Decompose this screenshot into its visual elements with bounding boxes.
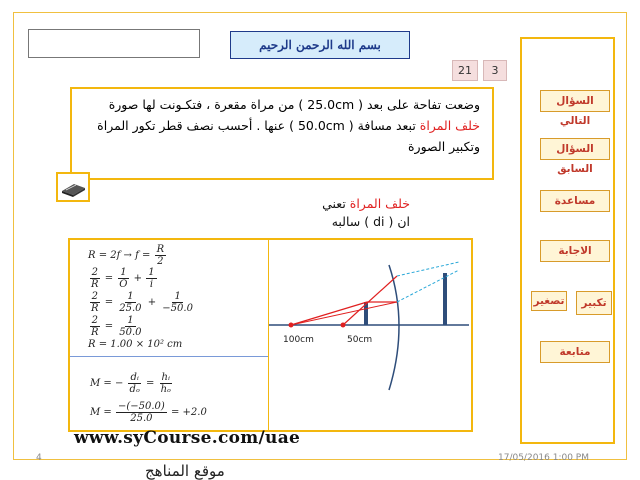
eq2-lnum: 2	[91, 267, 98, 278]
footer-url: www.syCourse.com/uae	[74, 428, 301, 448]
eq1-arrow: →	[123, 250, 132, 261]
next-question-button[interactable]: السؤال التالي	[540, 90, 610, 112]
hint-line-1	[300, 196, 410, 211]
footer-site-name: موقع المناهج	[145, 462, 225, 480]
equation-radius-focal	[88, 244, 167, 267]
previous-question-button[interactable]: السؤال السابق	[540, 138, 610, 160]
ray-diagram	[269, 240, 469, 428]
m2-den: 25.0	[130, 413, 153, 424]
m1-num: dᵢ	[130, 372, 139, 383]
m2-left: M =	[90, 407, 112, 418]
eq2-n2: 1	[148, 267, 155, 278]
eq3-d1: 25.0	[119, 303, 142, 314]
eq3-n1: 1	[127, 291, 134, 302]
eq1-left: R = 2f	[88, 250, 121, 261]
question-line-1: وضعت تفاحة على بعد ( 25.0cm ) من مراة مقعرة ، فتكـونت لها صورة	[108, 97, 480, 112]
basmala-banner: بسم الله الرحمن الرحيم	[230, 31, 410, 59]
center-point	[289, 323, 294, 328]
eq3-lnum: 2	[91, 291, 98, 302]
eq1-f: f =	[135, 250, 151, 261]
m1-den: dₒ	[129, 384, 140, 395]
eq1-num: R	[156, 244, 165, 255]
eq1-den: 2	[157, 256, 164, 267]
image-arrow	[443, 273, 447, 325]
label-100cm: 100cm	[283, 335, 314, 345]
ray-3	[291, 302, 397, 325]
eq3-d2: −50.0	[162, 303, 193, 314]
question-line-3: وتكبير الصورة	[408, 139, 480, 154]
ray-2	[343, 276, 397, 325]
m1-rnum: hᵢ	[161, 372, 170, 383]
help-button[interactable]: مساعدة	[540, 190, 610, 212]
eq2-lden: R	[91, 279, 99, 290]
zoom-in-button[interactable]: تكبير	[576, 291, 612, 315]
m1-left: M = −	[90, 378, 124, 389]
m1-rden: hₒ	[160, 384, 171, 395]
question-box	[70, 87, 494, 180]
virtual-ray-2	[397, 262, 459, 276]
calculation-box	[68, 238, 272, 432]
m1-eq: =	[146, 378, 155, 389]
hint-line-2: ان ( di ) سالبه	[331, 214, 410, 229]
question-number-badge: 3	[483, 60, 507, 81]
equation-substitute: $\frac{2}{R}$ = $\frac{1}{25.0}$ + $\frac{1}{-50.0}$	[91, 291, 193, 314]
name-input-box[interactable]	[28, 29, 200, 58]
eq2-d2: i	[149, 279, 154, 290]
calc-divider	[70, 356, 270, 357]
question-line-2	[80, 115, 480, 136]
equation-magnification-result	[90, 401, 207, 424]
virtual-ray-1	[397, 270, 459, 302]
slide-timestamp: 17/05/2016 1:00 PM	[498, 453, 589, 463]
eq4-n: 1	[127, 315, 134, 326]
eq4-d: 50.0	[119, 327, 142, 338]
page-number: 4	[36, 453, 42, 463]
focal-point	[341, 323, 346, 328]
total-questions-badge: 21	[452, 60, 478, 81]
label-50cm: 50cm	[347, 335, 373, 345]
hint-behind-mirror: خلف المراة	[349, 196, 410, 211]
hint-line-1-rest: تعني	[322, 196, 350, 211]
equation-mirror: $\frac{2}{R}$ = $\frac{1}{O}$ + $\frac{1}{i}$	[91, 267, 155, 290]
question-text	[80, 94, 480, 157]
equation-simplified: $\frac{2}{R}$ = $\frac{1}{50.0}$	[91, 315, 142, 338]
equation-magnification	[90, 372, 174, 395]
question-behind-mirror: خلف المراة	[419, 118, 480, 133]
answer-button[interactable]: الاجابة	[540, 240, 610, 262]
ray-diagram-box	[268, 238, 473, 432]
eq4-lden: R	[91, 327, 99, 338]
m2-result: = +2.0	[171, 407, 207, 418]
concave-mirror	[389, 265, 399, 390]
zoom-out-button[interactable]: تصغير	[531, 291, 567, 311]
eq2-d1: O	[119, 279, 128, 290]
equation-radius-result: R = 1.00 × 10² cm	[88, 339, 183, 350]
eq4-lnum: 2	[91, 315, 98, 326]
question-line-2-rest: تبعد مسافة ( 50.0cm ) عنها . أحسب نصف قطر تكور المراة	[97, 118, 420, 133]
book-icon[interactable]	[56, 172, 90, 202]
follow-button[interactable]: متابعة	[540, 341, 610, 363]
eq3-lden: R	[91, 303, 99, 314]
m2-num: −(−50.0)	[117, 401, 165, 412]
eq2-n1: 1	[120, 267, 127, 278]
eq3-n2: 1	[174, 291, 181, 302]
